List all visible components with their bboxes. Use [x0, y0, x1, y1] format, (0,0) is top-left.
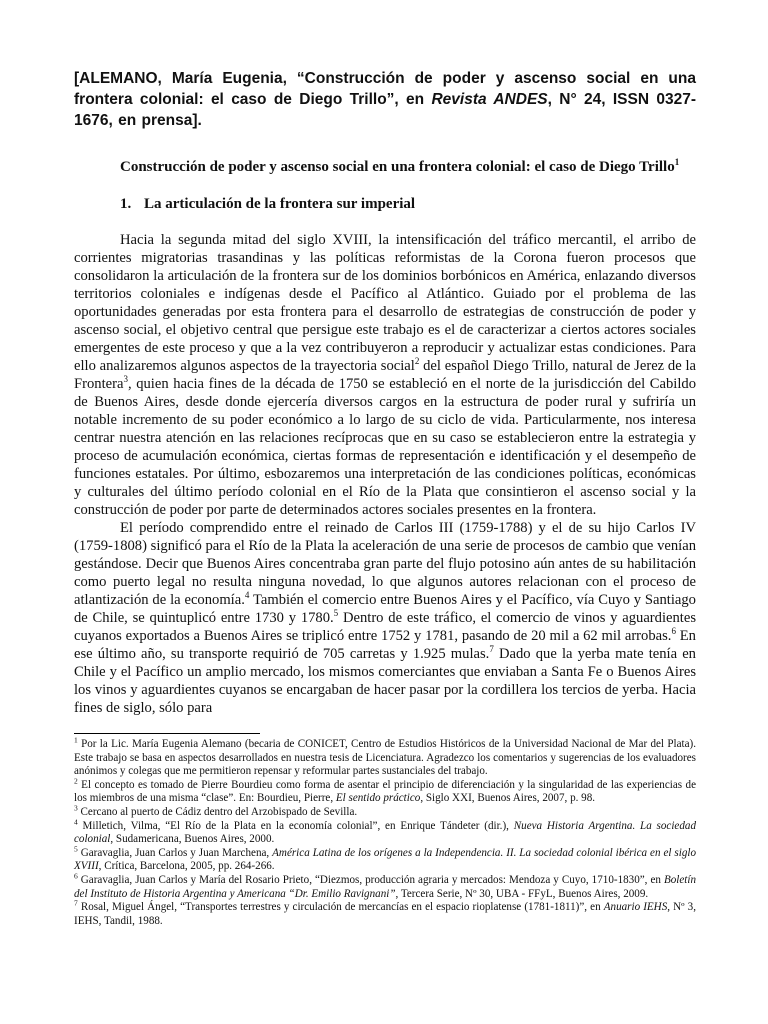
footnote-number: 5: [74, 844, 78, 854]
footnote-title: América Latina de los orígenes a la Independencia. II. La sociedad colonial ibérica en el siglo XVIII: [74, 846, 696, 873]
footnote-text: Garavaglia, Juan Carlos y Juan Marchena,: [77, 846, 273, 859]
paragraph-text: También el comercio entre Buenos Aires y el Pacífico, vía Cuyo y Santiago de Chile, se quintuplicó entre 1730 y 1780.: [74, 592, 696, 626]
paragraph-text: El período comprendido entre el reinado de Carlos III (1759-1788) y el de su hijo Carlos IV (1759-1808) significó para el Río de la Plata la aceleración de una serie de procesos de cambio que venían gestándose. Decir que Buenos Aires concentraba gran parte del flujo potosino aún antes de su habilitación como puerto legal no resulta ninguna novedad, lo que algunos autores relacionan con el proceso de atlantización de la economía.: [74, 520, 696, 608]
citation-journal: Revista ANDES: [431, 91, 548, 108]
footnote-number: 6: [74, 871, 78, 881]
article-title: [74, 158, 696, 176]
footnote-ref: 7: [489, 644, 494, 655]
footnote: [74, 816, 696, 847]
footnote: [74, 844, 696, 874]
footnote-text: El concepto es tomado de Pierre Bourdieu como forma de asentar el principio de diferenciación y la singularidad de las experiencias de los miembros de una misma “clase”. En: Bourdieu, Pierre,: [74, 778, 696, 805]
document-page: [74, 68, 696, 928]
citation-suffix: , N° 24, ISSN 0327-1676, en prensa].: [74, 91, 696, 129]
footnote-ref: 1: [674, 157, 680, 167]
footnote-text: , Tercera Serie, Nº 30, UBA - FFyL, Buenos Aires, 2009.: [395, 887, 649, 900]
footnote-number: 7: [74, 898, 78, 908]
footnote: [74, 776, 696, 806]
footnote-text: Milletich, Vilma, “El Río de la Plata en la economía colonial”, en Enrique Tándeter (dir.),: [77, 819, 514, 832]
body-paragraph: [74, 519, 696, 717]
footnote-separator: [74, 733, 260, 734]
footnote-text: Rosal, Miguel Ángel, “Transportes terrestres y circulación de mercancías en el espacio rioplatense (1781-1811)”, en: [77, 901, 604, 914]
footnote-ref: 2: [414, 356, 420, 367]
footnote-ref: 5: [333, 608, 339, 619]
paragraph-text: En ese último año, su transporte requirió de 705 carretas y 1.925 mulas.: [74, 628, 696, 662]
footnote: [74, 898, 697, 928]
footnote-title: Anuario IEHS: [603, 901, 668, 914]
footnote-title: El sentido práctico: [335, 792, 421, 805]
paragraph-text: Hacia la segunda mitad del siglo XVIII, la intensificación del tráfico mercantil, el arribo de corrientes migratorias trasandinas y las políticas reformistas de la Corona fueron procesos que consolidaron la articulación de la frontera sur de los dominios borbónicos en América, enlazando diversos territorios coloniales e indígenas desde el Pacífico al Atlántico. Guiado por el problema de las oportunidades generadas por esta frontera para el desarrollo de estrategias de construcción de poder y ascenso social, el objetivo central que persigue este trabajo es el de caracterizar a ciertos actores sociales emergentes de este proceso y que a la vez contribuyeron a reproducir y actualizar estas condiciones. Para ello analizaremos algunos aspectos de la trayectoria social: [74, 232, 696, 374]
footnote: [74, 735, 696, 779]
footnote-ref: 4: [244, 590, 250, 601]
paragraph-text: Dado que la yerba mate tenía en Chile y el Pacífico un amplio mercado, los mismos comerciantes que enviaban a Santa Fe o Buenos Aires los vinos y aguardientes cuyanos se encargaban de hacer pasar por la cordillera los tercios de yerba. Hacia fines de siglo, sólo para: [74, 646, 696, 716]
footnote-text: Cercano al puerto de Cádiz dentro del Arzobispado de Sevilla.: [77, 805, 358, 818]
citation-text: [ALEMANO, María Eugenia, “Construcción de poder y ascenso social en una frontera colonial: el caso de Diego Trillo”, en: [74, 70, 696, 108]
footnote-text: , Crítica, Barcelona, 2005, pp. 264-266.: [98, 860, 275, 873]
footnote-title: Boletín del Instituto de Historia Argentina y Americana “Dr. Emilio Ravignani”: [74, 873, 696, 900]
body-paragraph: [74, 231, 696, 519]
citation-header: [74, 68, 696, 131]
footnote-text: Garavaglia, Juan Carlos y María del Rosario Prieto, “Diezmos, producción agraria y mercados: Mendoza y Cuyo, 1710-1830”, en: [77, 873, 664, 886]
footnote-number: 3: [74, 803, 78, 813]
footnote-title: Nueva Historia Argentina. La sociedad colonial: [74, 819, 696, 846]
article-title-text: Construcción de poder y ascenso social en una frontera colonial: el caso de Diego Trillo: [120, 159, 675, 175]
footnote-ref: 6: [671, 626, 676, 637]
paragraph-text: del español Diego Trillo, natural de Jerez de la Frontera: [74, 358, 696, 392]
paragraph-text: Dentro de este tráfico, el comercio de vinos y aguardientes cuyanos exportados a Buenos Aires se triplicó entre 1752 y 1781, pasando de 20 mil a 62 mil arrobas.: [74, 610, 697, 644]
footnote-ref: 3: [123, 374, 128, 385]
footnote-text: , Siglo XXI, Buenos Aires, 2007, p. 98.: [420, 792, 596, 805]
paragraph-text: , quien hacia fines de la década de 1750 se estableció en el norte de la jurisdicción del Cabildo de Buenos Aires, desde donde ejercería diversos cargos en la estructura de poder rural y sufriría un notable incremento de su poder económico a lo largo de su ciclo de vida. Particularmente, nos interesa centrar nuestra atención en las relaciones recíprocas que en su caso se establecieron entre la estrategia y proceso de acumulación económica, ciertas formas de representación e identificación y el desempeño de funciones estatales. Por último, esbozaremos una interpretación de las condiciones políticas, económicas y culturales del último período colonial en el Río de la Plata que consintieron el ascenso social y la construcción de poder por parte de determinados actores sociales presentes en la frontera.: [74, 376, 696, 518]
footnote-text: , Nº 3, IEHS, Tandil, 1988.: [74, 901, 697, 927]
footnote: [74, 803, 696, 820]
footnote: [74, 871, 696, 901]
footnote-number: 2: [74, 776, 78, 786]
section-heading-text: La articulación de la frontera sur imperial: [144, 196, 416, 212]
footnote-number: 4: [74, 816, 78, 826]
footnote-text: , Sudamericana, Buenos Aires, 2000.: [110, 833, 275, 846]
section-number: 1.: [120, 196, 132, 212]
footnote-number: 1: [74, 735, 78, 745]
footnote-text: Por la Lic. María Eugenia Alemano (becaria de CONICET, Centro de Estudios Históricos de la Universidad Nacional de Mar del Plata). Este trabajo se basa en aspectos desarrollados en nuestra tesis de Licenciatura. Agradezco los comentarios y sugerencias de los evaluadores anónimos y colegas que me permitieron repensar y reformular partes sustanciales del trabajo.: [74, 738, 696, 778]
section-heading: [74, 196, 696, 213]
